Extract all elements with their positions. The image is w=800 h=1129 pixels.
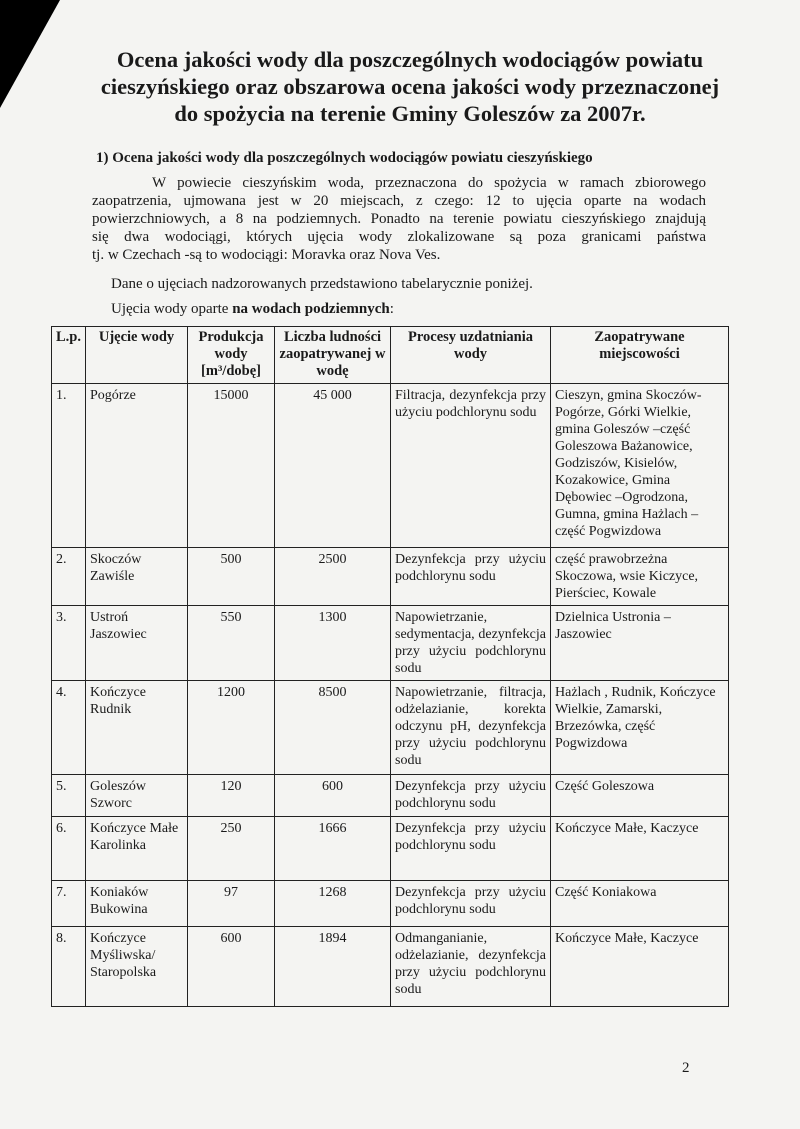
cell-produkcja: 500 — [188, 548, 275, 606]
cell-procesy: Dezynfekcja przy użyciu podchlorynu sodu — [391, 775, 551, 817]
cell-lp: 7. — [52, 881, 86, 927]
cell-procesy: Odmanganianie, odżelazianie, dezynfekcja przy użyciu podchlorynu sodu — [391, 927, 551, 1007]
cell-produkcja: 550 — [188, 606, 275, 681]
cell-produkcja: 1200 — [188, 681, 275, 775]
cell-produkcja: 97 — [188, 881, 275, 927]
intro-line: zaopatrzenia, ujmowana jest w 20 miejscach, z czego: 12 to ujęcia oparte na wodach — [92, 193, 706, 209]
cell-procesy: Dezynfekcja przy użyciu podchlorynu sodu — [391, 548, 551, 606]
cell-produkcja: 600 — [188, 927, 275, 1007]
underground-label — [111, 301, 394, 318]
water-intake-table — [51, 326, 729, 1007]
cell-miejscowosci: Cieszyn, gmina Skoczów-Pogórze, Górki Wielkie, gmina Goleszów –część Goleszowa Bażanowice, Godziszów, Kisielów, Kozakowice, Gmina Dębowiec –Ogrodzona, Gumna, gmina Hażlach – część Pogwizdowa — [551, 384, 729, 548]
table-row — [52, 606, 729, 681]
cell-miejscowosci: Hażlach , Rudnik, Kończyce Wielkie, Zamarski, Brzezówka, część Pogwizdowa — [551, 681, 729, 775]
cell-miejscowosci: Dzielnica Ustronia – Jaszowiec — [551, 606, 729, 681]
intro-line: się dwa wodociągi, których ujęcia wody zlokalizowane są poza granicami państwa — [92, 229, 706, 245]
cell-ujecie: Goleszów Szworc — [86, 775, 188, 817]
cell-miejscowosci: Kończyce Małe, Kaczyce — [551, 817, 729, 881]
header-miejscowosci: Zaopatrywane miejscowości — [551, 327, 729, 384]
cell-lp: 4. — [52, 681, 86, 775]
intro-line: powierzchniowych, a 8 na podziemnych. Ponadto na terenie powiatu cieszyńskiego znajdują — [92, 211, 706, 227]
cell-ludnosc: 1300 — [275, 606, 391, 681]
cell-procesy: Napowietrzanie, filtracja, odżelazianie, korekta odczynu pH, dezynfekcja przy użyciu podchlorynu sodu — [391, 681, 551, 775]
cell-ujecie: Skoczów Zawiśle — [86, 548, 188, 606]
cell-ujecie: Pogórze — [86, 384, 188, 548]
cell-lp: 2. — [52, 548, 86, 606]
cell-miejscowosci: część prawobrzeżna Skoczowa, wsie Kiczyce, Pierściec, Kowale — [551, 548, 729, 606]
cell-produkcja: 250 — [188, 817, 275, 881]
cell-lp: 5. — [52, 775, 86, 817]
header-ujecie: Ujęcie wody — [86, 327, 188, 384]
cell-miejscowosci: Kończyce Małe, Kaczyce — [551, 927, 729, 1007]
underground-label-text: Ujęcia wody oparte — [111, 301, 233, 317]
header-lp: L.p. — [52, 327, 86, 384]
page-number: 2 — [682, 1060, 690, 1076]
cell-ujecie: Kończyce Myśliwska/ Staropolska — [86, 927, 188, 1007]
table-row — [52, 681, 729, 775]
intro-line: W powiecie cieszyńskim woda, przeznaczona do spożycia w ramach zbiorowego — [152, 175, 706, 191]
table-row — [52, 384, 729, 548]
cell-lp: 8. — [52, 927, 86, 1007]
cell-ludnosc: 600 — [275, 775, 391, 817]
title-line-1: Ocena jakości wody dla poszczególnych wodociągów powiatu — [116, 47, 704, 72]
intro-paragraph — [92, 174, 706, 264]
table-row — [52, 927, 729, 1007]
table-row — [52, 775, 729, 817]
cell-procesy: Dezynfekcja przy użyciu podchlorynu sodu — [391, 881, 551, 927]
intro-line: tj. w Czechach -są to wodociągi: Moravka oraz Nova Ves. — [92, 247, 441, 263]
table-header-row — [52, 327, 729, 384]
cell-ludnosc: 1666 — [275, 817, 391, 881]
cell-procesy: Dezynfekcja przy użyciu podchlorynu sodu — [391, 817, 551, 881]
header-ludnosc: Liczba ludności zaopatrywanej w wodę — [275, 327, 391, 384]
cell-produkcja: 120 — [188, 775, 275, 817]
cell-ujecie: Kończyce Małe Karolinka — [86, 817, 188, 881]
cell-procesy: Filtracja, dezynfekcja przy użyciu podchlorynu sodu — [391, 384, 551, 548]
cell-procesy: Napowietrzanie, sedymentacja, dezynfekcja przy użyciu podchlorynu sodu — [391, 606, 551, 681]
cell-produkcja: 15000 — [188, 384, 275, 548]
document-title — [70, 46, 750, 127]
table-row — [52, 548, 729, 606]
data-note: Dane o ujęciach nadzorowanych przedstawiono tabelarycznie poniżej. — [111, 276, 533, 292]
table-row — [52, 817, 729, 881]
cell-ludnosc: 1894 — [275, 927, 391, 1007]
header-produkcja: Produkcja wody [m³/dobę] — [188, 327, 275, 384]
underground-label-bold: na wodach podziemnych — [232, 301, 390, 317]
cell-ludnosc: 2500 — [275, 548, 391, 606]
section-heading: 1) Ocena jakości wody dla poszczególnych wodociągów powiatu cieszyńskiego — [96, 150, 593, 166]
table-row — [52, 881, 729, 927]
underground-label-end: : — [389, 301, 394, 317]
cell-miejscowosci: Część Koniakowa — [551, 881, 729, 927]
cell-ludnosc: 1268 — [275, 881, 391, 927]
cell-lp: 6. — [52, 817, 86, 881]
title-line-2: cieszyńskiego oraz obszarowa ocena jakości wody przeznaczonej — [100, 74, 720, 99]
cell-ludnosc: 8500 — [275, 681, 391, 775]
cell-ludnosc: 45 000 — [275, 384, 391, 548]
cell-miejscowosci: Część Goleszowa — [551, 775, 729, 817]
scan-corner-fold — [0, 0, 60, 108]
cell-ujecie: Koniaków Bukowina — [86, 881, 188, 927]
cell-lp: 3. — [52, 606, 86, 681]
cell-ujecie: Ustroń Jaszowiec — [86, 606, 188, 681]
title-line-3: do spożycia na terenie Gminy Goleszów za 2007r. — [174, 101, 646, 126]
cell-ujecie: Kończyce Rudnik — [86, 681, 188, 775]
header-procesy: Procesy uzdatniania wody — [391, 327, 551, 384]
cell-lp: 1. — [52, 384, 86, 548]
